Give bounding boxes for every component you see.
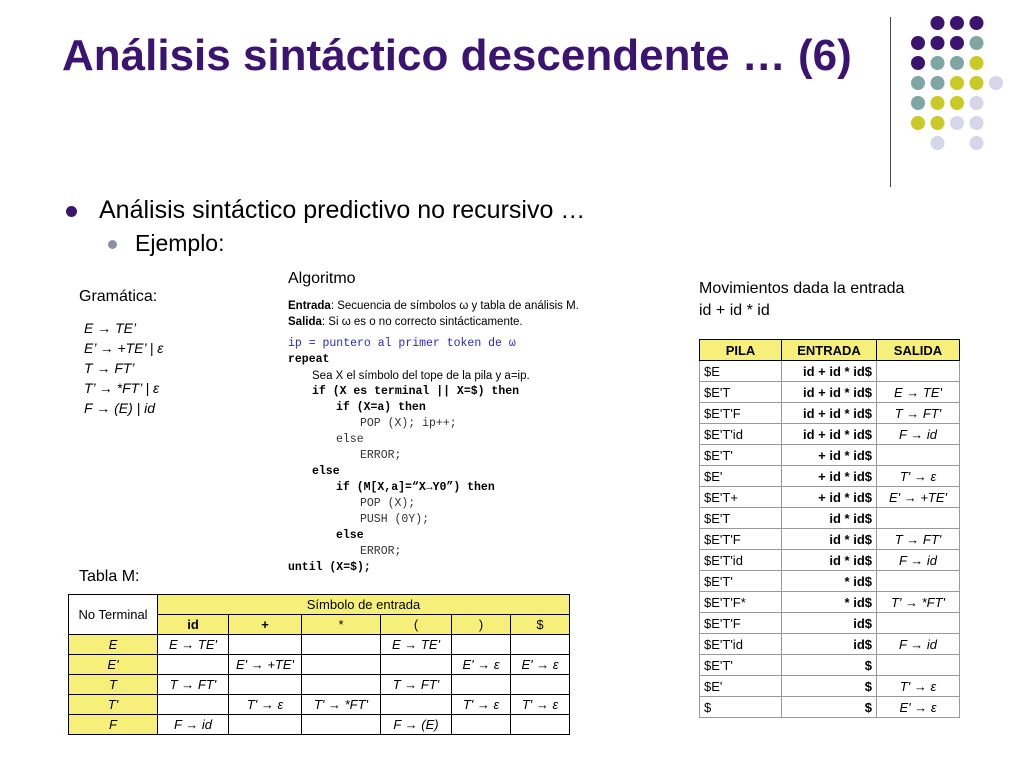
decorative-dot [970, 96, 984, 110]
decorative-dot [931, 76, 945, 90]
moves-salida-cell: T → FT' [877, 403, 960, 424]
vertical-divider [890, 17, 891, 187]
table-row [700, 613, 960, 634]
table-m-cell: T' → *FT' [302, 695, 381, 715]
table-m-column-header: ) [452, 615, 511, 635]
table-m-cell [452, 635, 511, 655]
table-m-column-header: $ [511, 615, 570, 635]
algorithm-line: else [312, 465, 340, 478]
table-m-cell [511, 635, 570, 655]
decorative-dot [970, 36, 984, 50]
decorative-dot [911, 36, 925, 50]
table-m-cell [452, 715, 511, 735]
moves-salida-cell: T' → ε [877, 676, 960, 697]
table-row [700, 529, 960, 550]
moves-salida-cell: F → id [877, 634, 960, 655]
moves-salida-cell: T → FT' [877, 529, 960, 550]
table-row [700, 466, 960, 487]
moves-pila-cell: $E' [700, 466, 782, 487]
grammar-rule: T’ → *FT’ | ε [84, 380, 160, 396]
moves-pila-cell: $ [700, 697, 782, 718]
algorithm-line: else [336, 433, 364, 446]
moves-pila-cell: $E'T [700, 508, 782, 529]
table-row [700, 445, 960, 466]
decorative-dot [970, 56, 984, 70]
table-row [700, 361, 960, 382]
moves-pila-cell: $E'T'F [700, 529, 782, 550]
algo-entrada-label: Entrada [288, 300, 331, 312]
table-row [69, 715, 570, 735]
decorative-dot [911, 76, 925, 90]
moves-salida-cell: T' → *FT' [877, 592, 960, 613]
moves-pila-cell: $E'T [700, 382, 782, 403]
table-m-cell [158, 655, 229, 675]
moves-entrada-cell: $ [782, 697, 877, 718]
table-row [69, 635, 570, 655]
table-row [700, 697, 960, 718]
moves-pila-cell: $E [700, 361, 782, 382]
grammar-label: Gramática: [79, 288, 158, 305]
algo-salida-label: Salida [288, 316, 322, 328]
table-m-cell: E' → ε [452, 655, 511, 675]
grammar-rules [84, 318, 163, 418]
moves-pila-cell: $E'T'F* [700, 592, 782, 613]
table-m-cell: E' → +TE' [229, 655, 302, 675]
table-m-column-header: + [229, 615, 302, 635]
table-m-group-row [69, 595, 570, 615]
table-row [700, 592, 960, 613]
decorative-dot [931, 116, 945, 130]
table-row [700, 382, 960, 403]
table-m-cell: T' → ε [452, 695, 511, 715]
decorative-dot [931, 36, 945, 50]
table-m-cell [381, 695, 452, 715]
moves-label-line1: Movimientos dada la entrada [699, 280, 905, 297]
algo-entrada-text: : Secuencia de símbolos ω y tabla de análisis M. [330, 300, 579, 312]
table-row [700, 424, 960, 445]
moves-salida-cell: F → id [877, 550, 960, 571]
moves-entrada-cell: id + id * id$ [782, 382, 877, 403]
moves-column-header: SALIDA [877, 340, 960, 361]
decorative-dot [911, 96, 925, 110]
bullet-level1-text: Análisis sintáctico predictivo no recursivo … [99, 196, 586, 224]
table-m-cell: T' → ε [229, 695, 302, 715]
table-m-cell: F → (E) [381, 715, 452, 735]
parsing-table-m [68, 594, 570, 735]
grammar-rule: T → FT’ [84, 360, 135, 376]
moves-pila-cell: $E'T' [700, 445, 782, 466]
decorative-dot [950, 96, 964, 110]
moves-label [699, 278, 904, 322]
decorative-dot [911, 116, 925, 130]
table-m-cell [158, 695, 229, 715]
moves-salida-cell: F → id [877, 424, 960, 445]
table-row [700, 676, 960, 697]
table-m-cell [302, 655, 381, 675]
table-m-nonterminal: T [69, 675, 158, 695]
decorative-dot [911, 56, 925, 70]
algorithm-line: PUSH (0Y); [360, 513, 430, 526]
moves-entrada-cell: id + id * id$ [782, 424, 877, 445]
bullet-level2-text: Ejemplo: [135, 230, 225, 256]
table-m-cell [229, 635, 302, 655]
algorithm-line: if (X es terminal || X=$) then [312, 385, 520, 398]
moves-salida-cell [877, 571, 960, 592]
table-m-cell: E → TE' [381, 635, 452, 655]
table-m-cell [511, 715, 570, 735]
table-row [700, 550, 960, 571]
moves-pila-cell: $E'T'F [700, 403, 782, 424]
table-m-cell: T → FT' [381, 675, 452, 695]
algorithm-line: if (X=a) then [336, 401, 426, 414]
moves-pila-cell: $E'T'id [700, 424, 782, 445]
moves-salida-cell: E' → ε [877, 697, 960, 718]
table-m-nonterminal: E' [69, 655, 158, 675]
algorithm-line: else [336, 529, 364, 542]
table-m-group-header: Símbolo de entrada [158, 595, 570, 615]
algorithm-line: ip = puntero al primer token de ω [288, 337, 516, 350]
table-row [69, 655, 570, 675]
moves-entrada-cell: id$ [782, 613, 877, 634]
table-row [700, 487, 960, 508]
table-row [700, 508, 960, 529]
moves-entrada-cell: + id * id$ [782, 487, 877, 508]
algo-salida-text: : Si ω es o no correcto sintácticamente. [321, 316, 523, 328]
table-m-nonterminal: E [69, 635, 158, 655]
table-m-cell: E' → ε [511, 655, 570, 675]
moves-salida-cell [877, 361, 960, 382]
table-row [69, 675, 570, 695]
table-m-cell [511, 675, 570, 695]
moves-salida-cell [877, 655, 960, 676]
slide-title: Análisis sintáctico descendente … (6) [62, 31, 852, 80]
table-m-cell [381, 655, 452, 675]
algorithm-line: repeat [288, 353, 330, 366]
algorithm-line: until (X=$); [288, 561, 371, 574]
moves-header-row [700, 340, 960, 361]
decorative-dot [950, 56, 964, 70]
table-m-column-header: * [302, 615, 381, 635]
moves-entrada-cell: + id * id$ [782, 445, 877, 466]
decorative-dot [989, 76, 1003, 90]
table-row [69, 695, 570, 715]
table-m-cell [302, 675, 381, 695]
bullet-dot-icon [66, 206, 77, 217]
moves-salida-cell: T' → ε [877, 466, 960, 487]
bullet-dot-icon [108, 240, 117, 249]
decorative-dot [931, 16, 945, 30]
table-row [700, 655, 960, 676]
moves-entrada-cell: $ [782, 676, 877, 697]
algorithm-line: if (M[X,a]=“X→Y0”) then [336, 481, 495, 494]
moves-salida-cell: E → TE' [877, 382, 960, 403]
algorithm-line: POP (X); ip++; [360, 417, 457, 430]
table-m-column-header: ( [381, 615, 452, 635]
moves-entrada-cell: * id$ [782, 571, 877, 592]
moves-salida-cell [877, 445, 960, 466]
algorithm-line: ERROR; [360, 449, 402, 462]
algorithm-line: ERROR; [360, 545, 402, 558]
decorative-dot [950, 76, 964, 90]
bullet-level2 [108, 230, 224, 257]
moves-entrada-cell: id * id$ [782, 550, 877, 571]
moves-entrada-cell: * id$ [782, 592, 877, 613]
algorithm-block [288, 298, 633, 576]
table-m-cell [229, 715, 302, 735]
table-m-cell [302, 635, 381, 655]
table-m-label: Tabla M: [79, 568, 140, 585]
moves-salida-cell: E' → +TE' [877, 487, 960, 508]
algorithm-line: POP (X); [360, 497, 416, 510]
table-m-column-header: id [158, 615, 229, 635]
moves-entrada-cell: $ [782, 655, 877, 676]
moves-entrada-cell: id * id$ [782, 529, 877, 550]
table-m-cell: E → TE' [158, 635, 229, 655]
moves-pila-cell: $E'T' [700, 655, 782, 676]
algorithm-label: Algoritmo [288, 270, 356, 287]
moves-label-line2: id + id * id [699, 302, 770, 319]
moves-salida-cell [877, 508, 960, 529]
moves-entrada-cell: id + id * id$ [782, 361, 877, 382]
table-m-nonterminal: T' [69, 695, 158, 715]
table-row [700, 634, 960, 655]
moves-entrada-cell: id$ [782, 634, 877, 655]
moves-pila-cell: $E'T'F [700, 613, 782, 634]
moves-entrada-cell: id + id * id$ [782, 403, 877, 424]
bullet-level1 [66, 196, 585, 225]
decorative-dot [970, 136, 984, 150]
table-row [700, 403, 960, 424]
moves-pila-cell: $E'T+ [700, 487, 782, 508]
moves-entrada-cell: + id * id$ [782, 466, 877, 487]
moves-table [699, 339, 960, 718]
moves-pila-cell: $E'T'id [700, 634, 782, 655]
table-m-nonterminal: F [69, 715, 158, 735]
algorithm-line: Sea X el símbolo del tope de la pila y a=ip. [312, 370, 530, 382]
decorative-dot [931, 56, 945, 70]
grammar-rule: F → (E) | id [84, 400, 156, 416]
decorative-dot [950, 36, 964, 50]
moves-pila-cell: $E' [700, 676, 782, 697]
moves-column-header: PILA [700, 340, 782, 361]
moves-column-header: ENTRADA [782, 340, 877, 361]
table-m-corner: No Terminal [69, 595, 158, 635]
table-row [700, 571, 960, 592]
decorative-dot [931, 96, 945, 110]
moves-pila-cell: $E'T' [700, 571, 782, 592]
moves-salida-cell [877, 613, 960, 634]
decorative-dot [970, 16, 984, 30]
grammar-rule: E → TE’ [84, 320, 137, 336]
table-m-cell [452, 675, 511, 695]
moves-pila-cell: $E'T'id [700, 550, 782, 571]
decorative-dot [970, 76, 984, 90]
moves-entrada-cell: id * id$ [782, 508, 877, 529]
decorative-dot [950, 16, 964, 30]
grammar-rule: E’ → +TE’ | ε [84, 340, 164, 356]
table-m-cell: F → id [158, 715, 229, 735]
decorative-dot [970, 116, 984, 130]
table-m-cell [302, 715, 381, 735]
decorative-dot [931, 136, 945, 150]
table-m-cell [229, 675, 302, 695]
decorative-dot [950, 116, 964, 130]
table-m-cell: T' → ε [511, 695, 570, 715]
table-m-cell: T → FT' [158, 675, 229, 695]
algorithm-code [288, 336, 633, 576]
